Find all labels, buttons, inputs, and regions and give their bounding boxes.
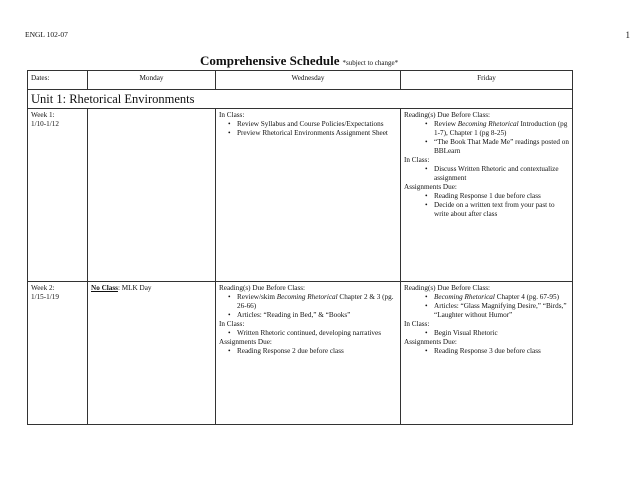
title-main: Comprehensive Schedule — [200, 53, 340, 68]
week-range: 1/10-1/12 — [31, 120, 59, 128]
in-class-heading: In Class: — [404, 156, 430, 164]
week-label: Week 2: — [31, 284, 55, 292]
table-row — [28, 282, 573, 425]
header-row — [28, 71, 573, 90]
week-dates-cell — [28, 109, 88, 282]
unit-title: Unit 1: Rhetorical Environments — [28, 90, 573, 109]
list-item: • Reading Response 2 due before class — [237, 347, 397, 356]
reading-heading: Reading(s) Due Before Class: — [219, 284, 306, 292]
list-item: • Review Syllabus and Course Policies/Expectations — [237, 120, 397, 129]
course-code: ENGL 102-07 — [25, 30, 68, 39]
page-number: 1 — [625, 30, 630, 40]
table-row — [28, 109, 573, 282]
assignments-due-heading: Assignments Due: — [404, 338, 457, 346]
in-class-heading: In Class: — [219, 320, 245, 328]
list-item: • “The Book That Made Me” readings posted on BBLearn — [434, 138, 569, 156]
assignments-due-heading: Assignments Due: — [219, 338, 272, 346]
week-range: 1/15-1/19 — [31, 293, 59, 301]
schedule-table — [27, 70, 573, 425]
reading-heading: Reading(s) Due Before Class: — [404, 284, 491, 292]
page-title — [200, 52, 398, 70]
list-item: • Discuss Written Rhetoric and contextualize assignment — [434, 165, 569, 183]
assignments-due-heading: Assignments Due: — [404, 183, 457, 191]
list-item: • Articles: “Reading in Bed,” & “Books” — [237, 311, 397, 320]
unit-row — [28, 90, 573, 109]
friday-cell — [401, 282, 573, 425]
list-item: • Reading Response 1 due before class — [434, 192, 569, 201]
list-item: • Review/skim Becoming Rhetorical Chapter 2 & 3 (pg. 26-66) — [237, 293, 397, 311]
column-header-friday: Friday — [401, 71, 573, 90]
holiday-label: : MLK Day — [117, 284, 152, 292]
list-item: • Decide on a written text from your past to write about after class — [434, 201, 569, 219]
week-dates-cell — [28, 282, 88, 425]
in-class-heading: In Class: — [404, 320, 430, 328]
title-note: *subject to change* — [342, 59, 399, 67]
wednesday-cell — [216, 109, 401, 282]
monday-cell — [88, 109, 216, 282]
list-item: • Preview Rhetorical Environments Assignment Sheet — [237, 129, 397, 138]
column-header-wednesday: Wednesday — [216, 71, 401, 90]
list-item: • Becoming Rhetorical Chapter 4 (pg. 67-95) — [434, 293, 569, 302]
list-item: • Review Becoming Rhetorical Introduction (pg 1-7), Chapter 1 (pg 8-25) — [434, 120, 569, 138]
column-header-monday: Monday — [88, 71, 216, 90]
wednesday-cell — [216, 282, 401, 425]
column-header-dates: Dates: — [28, 71, 88, 90]
week-label: Week 1: — [31, 111, 55, 119]
in-class-heading: In Class: — [219, 111, 245, 119]
monday-cell — [88, 282, 216, 425]
list-item: • Begin Visual Rhetoric — [434, 329, 569, 338]
friday-cell — [401, 109, 573, 282]
list-item: • Articles: “Glass Magnifying Desire,” “Birds,” “Laughter without Humor” — [434, 302, 569, 320]
list-item: • Reading Response 3 due before class — [434, 347, 569, 356]
list-item: • Written Rhetoric continued, developing narratives — [237, 329, 397, 338]
no-class-label: No Class — [91, 284, 118, 292]
reading-heading: Reading(s) Due Before Class: — [404, 111, 491, 119]
